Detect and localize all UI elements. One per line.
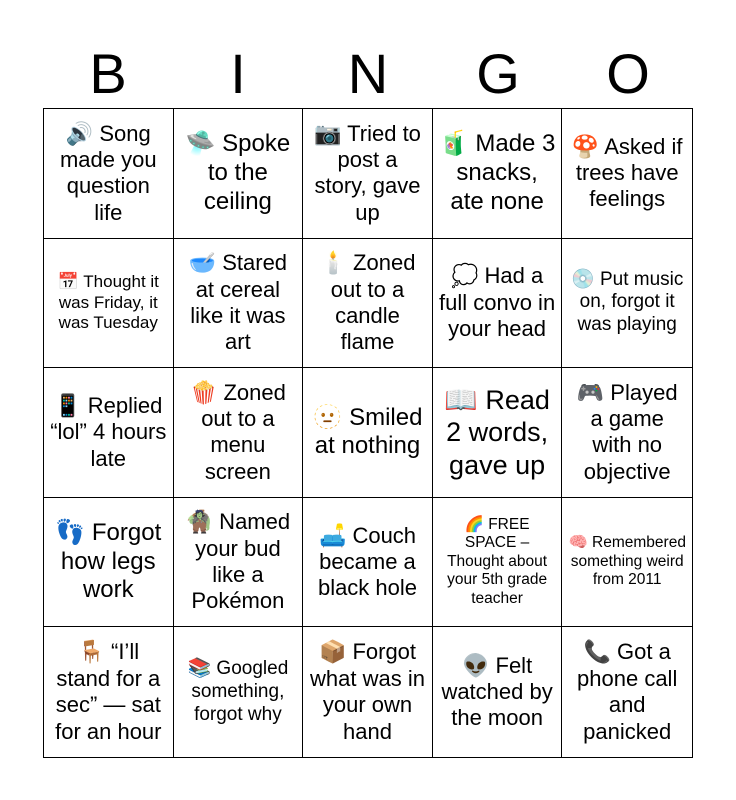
bingo-cell [562, 627, 692, 757]
cell-text: 🧠 Remembered something weird from 2011 [568, 534, 686, 589]
bingo-cell [562, 239, 692, 369]
cell-text: 🔊 Song made you question life [59, 120, 157, 225]
bingo-cell [44, 239, 174, 369]
bingo-cell [303, 627, 433, 757]
cell-text: 🫥 Smiled at nothing [312, 403, 423, 460]
bingo-cell [174, 498, 304, 628]
bingo-cell [303, 109, 433, 239]
header-letter-o: O [606, 42, 650, 105]
bingo-cell [562, 109, 692, 239]
bingo-cell [174, 239, 304, 369]
bingo-cell [303, 368, 433, 498]
bingo-grid [43, 108, 693, 758]
cell-text: 📷 Tried to post a story, gave up [314, 120, 421, 225]
bingo-cell [433, 239, 563, 369]
cell-text: 🧌 Named your bud like a Pokémon [185, 509, 291, 614]
header-letter-n: N [347, 42, 389, 105]
header-letter-i: I [230, 42, 246, 105]
bingo-cell [433, 368, 563, 498]
cell-text: 🍄 Asked if trees have feelings [571, 133, 683, 212]
cell-text: 💭 Had a full convo in your head [439, 263, 556, 342]
cell-text: 🪑 “I’ll stand for a sec” — sat for an hour [55, 639, 162, 744]
bingo-cell [303, 239, 433, 369]
bingo-cell [44, 368, 174, 498]
bingo-cell [562, 498, 692, 628]
bingo-cell [433, 627, 563, 757]
cell-text: 🌈 FREE SPACE – Thought about your 5th grade teacher [447, 515, 548, 607]
cell-text: 🛸 Spoke to the ceiling [185, 130, 291, 215]
bingo-cell [303, 498, 433, 628]
cell-text: 📚 Googled something, forgot why [187, 658, 289, 725]
bingo-cell [174, 368, 304, 498]
cell-text: 📅 Thought it was Friday, it was Tuesday [57, 272, 159, 333]
header-letter-b: B [89, 42, 127, 105]
cell-text: 🛋️ Couch became a black hole [317, 522, 418, 601]
cell-text: 👽 Felt watched by the moon [441, 652, 553, 731]
bingo-header [43, 40, 693, 108]
cell-text: 📖 Read 2 words, gave up [444, 384, 550, 480]
free-space-cell [433, 498, 563, 628]
cell-text: 🍿 Zoned out to a menu screen [189, 379, 286, 484]
bingo-cell [433, 109, 563, 239]
cell-text: 👣 Forgot how legs work [55, 518, 162, 604]
cell-text: 💿 Put music on, forgot it was playing [571, 268, 684, 336]
header-letter-g: G [476, 42, 520, 105]
bingo-cell [174, 627, 304, 757]
bingo-cell [562, 368, 692, 498]
cell-text: 📦 Forgot what was in your own hand [310, 639, 425, 744]
cell-text: 🧃 Made 3 snacks, ate none [438, 130, 556, 215]
bingo-cell [44, 498, 174, 628]
cell-text: 🕯️ Zoned out to a candle flame [319, 250, 416, 355]
bingo-cell [174, 109, 304, 239]
cell-text: 📱 Replied “lol” 4 hours late [50, 392, 167, 471]
cell-text: 🎮 Played a game with no objective [576, 379, 678, 484]
bingo-cell [44, 109, 174, 239]
cell-text: 🥣 Stared at cereal like it was art [188, 250, 288, 355]
cell-text: 📞 Got a phone call and panicked [577, 639, 678, 744]
bingo-cell [44, 627, 174, 757]
